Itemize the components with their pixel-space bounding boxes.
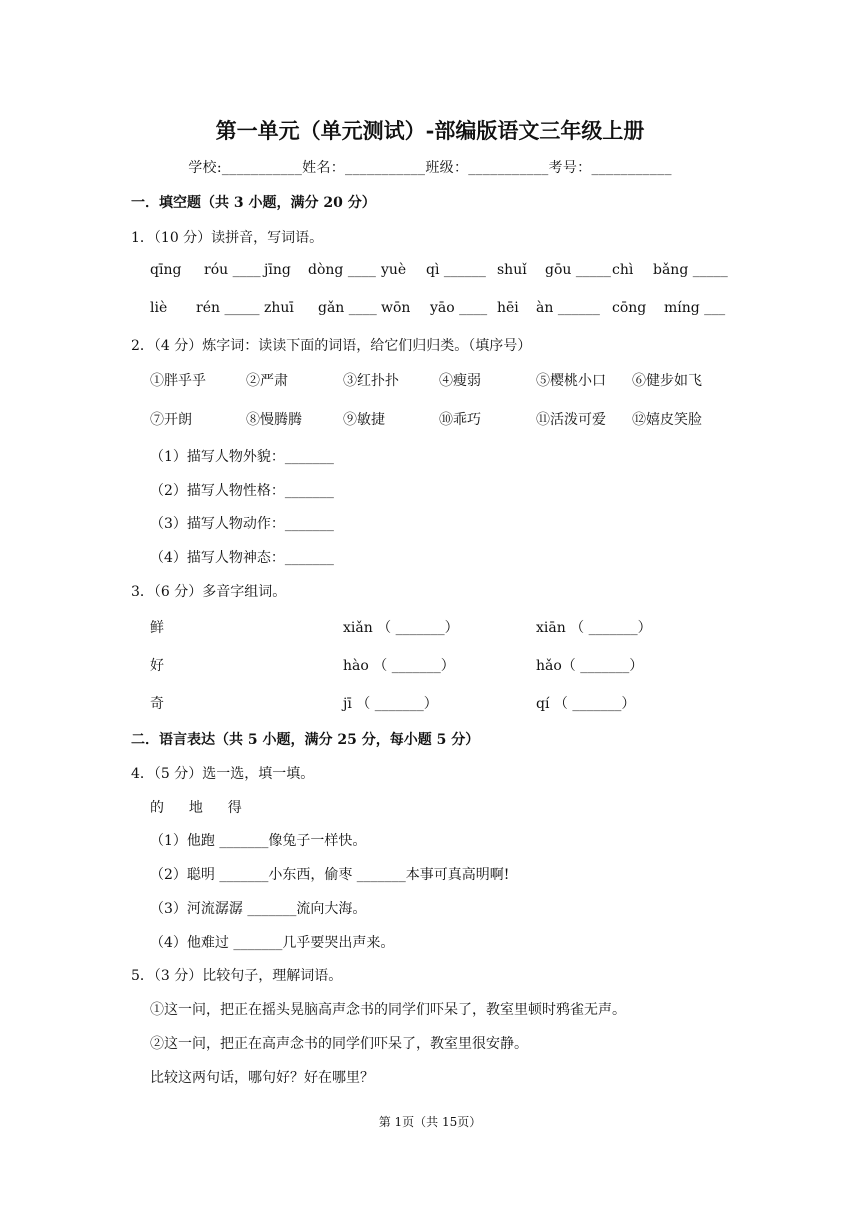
polyphone-reading-a: jī （ _______） xyxy=(343,696,438,712)
polyphone-reading-b: qí （ _______） xyxy=(536,696,636,712)
pinyin-cell: dòng ____ xyxy=(308,262,376,278)
question-3-title: 3．（6 分）多音字组词。 xyxy=(131,584,287,600)
pinyin-cell: cōng xyxy=(612,300,647,316)
q5-sentence-1: ①这一问，把正在摇头晃脑高声念书的同学们吓呆了，教室里顿时鸦雀无声。 xyxy=(150,1002,626,1018)
polyphone-char: 奇 xyxy=(150,696,164,712)
pinyin-cell: míng ___ xyxy=(664,300,726,316)
pinyin-cell: wōn xyxy=(381,300,411,316)
word-item: ①胖乎乎 xyxy=(150,373,206,389)
student-info-line: 学校:___________姓名：___________班级：___________考号：___________ xyxy=(188,160,672,176)
q4-sub-2: （2）聪明 _______小东西，偷枣 _______本事可真高明啊! xyxy=(150,867,510,883)
section-2-heading: 二．语言表达（共 5 小题，满分 25 分，每小题 5 分） xyxy=(131,732,480,748)
q4-sub-4: （4）他难过 _______几乎要哭出声来。 xyxy=(150,935,395,951)
polyphone-reading-a: xiǎn （ _______） xyxy=(343,620,459,636)
pinyin-cell: gǎn ____ xyxy=(318,300,377,316)
question-1-title: 1．（10 分）读拼音，写词语。 xyxy=(131,230,324,246)
word-item: ②严肃 xyxy=(246,373,288,389)
pinyin-cell: hēi xyxy=(497,300,519,316)
polyphone-reading-a: hào （ _______） xyxy=(343,658,455,674)
page-title: 第一单元（单元测试）-部编版语文三年级上册 xyxy=(215,118,645,143)
pinyin-cell: bǎng _____ xyxy=(653,262,728,278)
pinyin-cell: zhuī xyxy=(264,300,294,316)
word-item: ④瘦弱 xyxy=(439,373,481,389)
word-item: ⑨敏捷 xyxy=(343,412,385,428)
word-item: ⑤樱桃小口 xyxy=(536,373,606,389)
q2-sub-2: （2）描写人物性格：_______ xyxy=(150,483,334,499)
section-1-heading: 一．填空题（共 3 小题，满分 20 分） xyxy=(131,195,376,211)
q4-sub-3: （3）河流潺潺 _______流向大海。 xyxy=(150,901,367,917)
word-item: ⑪活泼可爱 xyxy=(536,412,606,428)
polyphone-char: 鲜 xyxy=(150,620,164,636)
pinyin-cell: rén _____ xyxy=(196,300,260,316)
pinyin-cell: yāo ____ xyxy=(430,300,488,316)
pinyin-cell: qīng xyxy=(150,262,182,278)
pinyin-cell: gōu _____ xyxy=(545,262,611,278)
q2-sub-4: （4）描写人物神态：_______ xyxy=(150,550,334,566)
q5-question: 比较这两句话，哪句好？好在哪里？ xyxy=(150,1070,374,1086)
q5-sentence-2: ②这一问，把正在高声念书的同学们吓呆了，教室里很安静。 xyxy=(150,1036,528,1052)
pinyin-cell: róu ____ xyxy=(204,262,261,278)
word-item: ⑩乖巧 xyxy=(439,412,481,428)
pinyin-cell: chì xyxy=(612,262,634,278)
pinyin-cell: qì ______ xyxy=(426,262,486,278)
word-item: ⑦开朗 xyxy=(150,412,192,428)
pinyin-cell: yuè xyxy=(381,262,407,278)
question-2-title: 2．（4 分）炼字词：读读下面的词语，给它们归归类。（填序号） xyxy=(131,338,532,354)
pinyin-cell: shuǐ xyxy=(497,262,527,278)
polyphone-reading-b: hǎo（ _______） xyxy=(536,658,644,674)
polyphone-char: 好 xyxy=(150,658,164,674)
word-item: ③红扑扑 xyxy=(343,373,399,389)
q4-options: 的 地 得 xyxy=(150,800,242,816)
pinyin-cell: liè xyxy=(150,300,168,316)
word-item: ⑧慢腾腾 xyxy=(246,412,302,428)
q2-sub-1: （1）描写人物外貌：_______ xyxy=(150,449,334,465)
page-footer: 第 1页（共 15页） xyxy=(378,1115,482,1129)
question-5-title: 5．（3 分）比较句子，理解词语。 xyxy=(131,968,343,984)
word-item: ⑫嬉皮笑脸 xyxy=(632,412,702,428)
question-4-title: 4．（5 分）选一选，填一填。 xyxy=(131,766,315,782)
pinyin-cell: jīng xyxy=(264,262,291,278)
pinyin-cell: àn ______ xyxy=(536,300,600,316)
q2-sub-3: （3）描写人物动作：_______ xyxy=(150,516,334,532)
polyphone-reading-b: xiān （ _______） xyxy=(536,620,652,636)
word-item: ⑥健步如飞 xyxy=(632,373,702,389)
q4-sub-1: （1）他跑 _______像兔子一样快。 xyxy=(150,833,367,849)
